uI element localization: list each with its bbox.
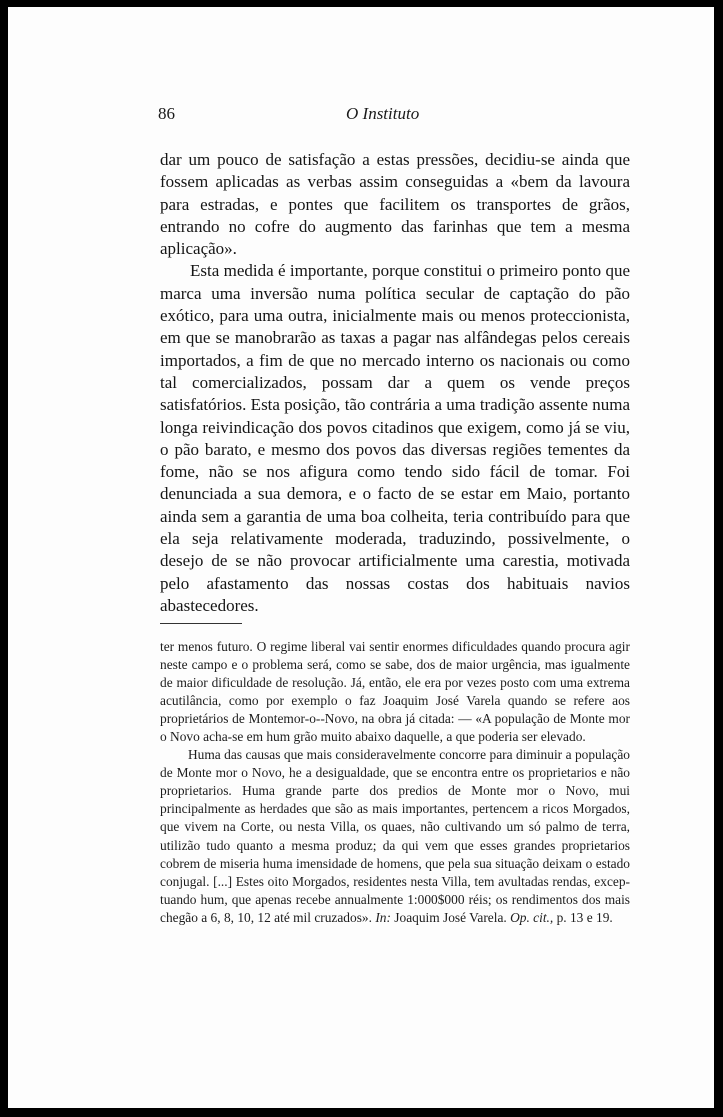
footnote-divider <box>160 623 242 624</box>
page-header <box>158 104 558 128</box>
running-title: O Instituto <box>346 104 420 123</box>
page-number: 86 <box>158 104 175 123</box>
book-page <box>8 7 714 1108</box>
body-paragraph-2: Esta medida é importante, porque constitui o primeiro ponto que marca uma inversão numa política secular de captação do pão exótico, para uma outra, inicialmente mais ou menos proteccionista, em que se manobrarão as taxas a pagar nas alfândegas pelos cereais importados, a fim de que no mercado interno os nacionais ou como tal comercializados, possam dar a quem os vende preços satisfatórios. Esta posição, tão contrária a uma tradição assente numa longa reivindicação dos povos citadinos que exigem, como já se viu, o pão barato, e mesmo dos povos das diversas regiões tementes da fome, não se nos afigura como tendo sido fácil de tomar. Foi denunciada a sua demora, e o facto de se estar em Maio, portanto ainda sem a garantia de uma boa colheita, teria contribuído para que ela seja relativamente moderada, traduzindo, possivelmente, o desejo de se não provocar artificialmente uma carestia, motivada pelo afastamento das nossas costas dos habituais navios abastecedores. <box>160 261 630 615</box>
main-text <box>160 149 630 617</box>
footnote-ref-label: In: <box>375 909 391 925</box>
footnote-paragraph-2-text: Huma das causas que mais consideravelmente concorre para diminuir a população de Monte mor o Novo, he a desigualdade, que se encontra entre os proprietarios e não proprietarios. Huma grande parte dos predios de Monte mor o Novo, mui principalmente as herdades que são as mais importantes, pertencem a ricos Morgados, que vivem na Corte, ou nesta Villa, os quaes, não cultivando um só palmo de terra, utilizão tudo quanto a mesma produz; da qui vem que esses grandes proprietarios cobrem de miseria huma imensidade de homens, que pela sua situação deixam o estado conjugal. [...] Estes oito Morgados, residentes nesta Villa, tem avultadas rendas, exceptuando hum, que apenas recebe annualmente 1:000$000 réis; os rendimentos dos mais chegão a 6, 8, 10, 12 até mil cruzados». <box>160 747 630 925</box>
footnote-ref-author: Joaquim José Varela. <box>394 909 507 925</box>
footnote-paragraph-1: ter menos futuro. O regime liberal vai sentir enormes dificuldades quando procura agir neste campo e o problema será, como se sabe, dos de maior urgência, mas igualmente de maior dificuldade de resolução. Já, então, ele era por vezes posto com uma extrema acutilância, como por exemplo o faz Joaquim José Varela quando se refere aos proprietários de Montemor-o--Novo, na obra já citada: — «A população de Monte mor o Novo acha-se em hum grão muito abaixo daquelle, a que poderia ser elevado. <box>160 639 630 745</box>
body-paragraph-1: dar um pouco de satisfação a estas pressões, decidiu-se ainda que fossem aplicadas as verbas assim conseguidas a «bem da lavoura para estradas, e pontes que facilitem os transportes de grãos, entrando no cofre do augmento das farinhas que tem a mesma aplicação». <box>160 150 630 259</box>
footnote-ref-pages: p. 13 e 19. <box>556 909 613 925</box>
footnote-paragraph-2 <box>160 746 630 926</box>
footnote-ref-opcit: Op. cit., <box>510 909 554 925</box>
footnotes <box>160 638 630 927</box>
